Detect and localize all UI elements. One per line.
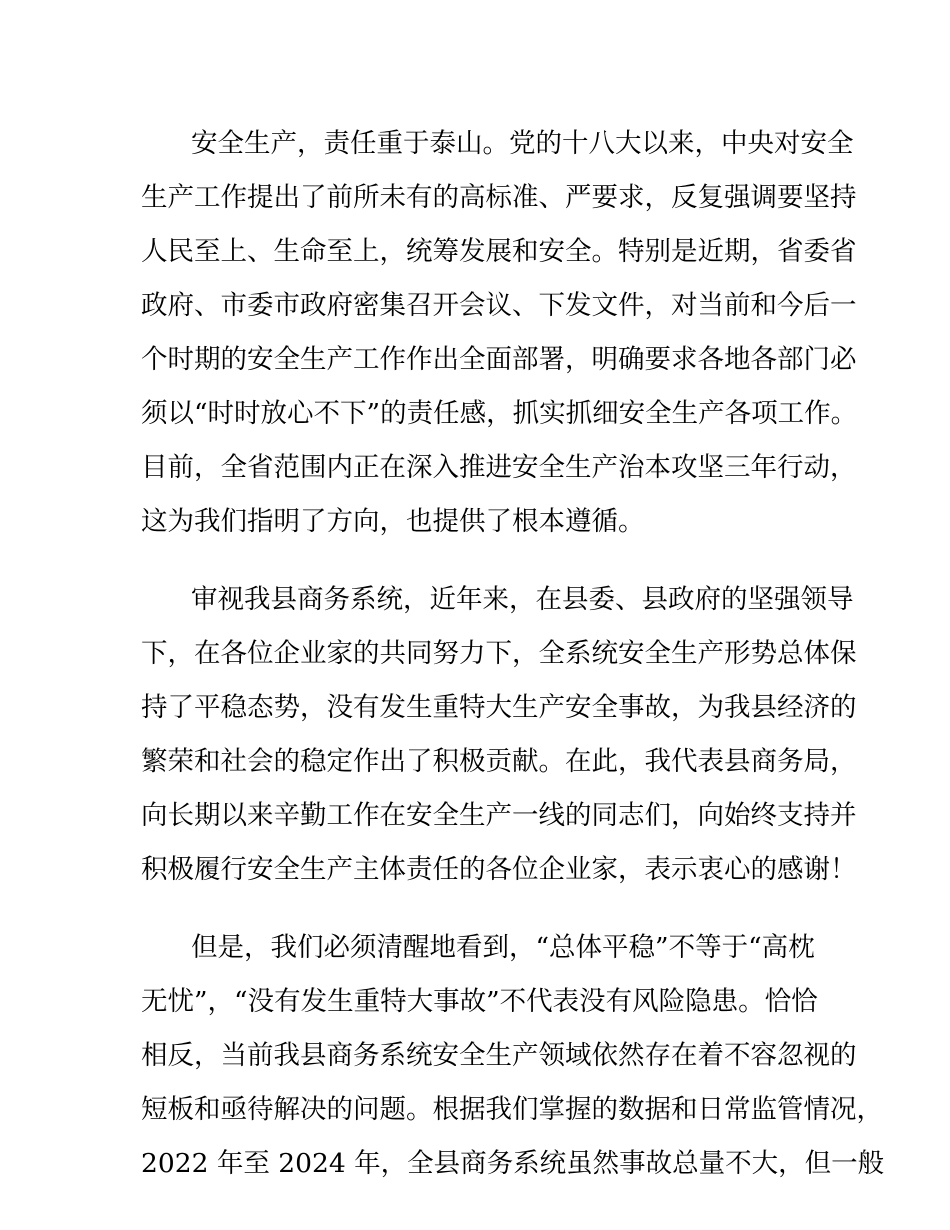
text-line: 人民至上、生命至上，统筹发展和安全。特别是近期，省委省 [141,236,857,267]
text-line: 积极履行安全生产主体责任的各位企业家，表示衷心的感谢！ [141,854,857,885]
text-line: 安全生产，责任重于泰山。党的十八大以来，中央对安全 [191,128,854,159]
text-line: 政府、市委市政府密集召开会议、下发文件，对当前和今后一 [141,290,857,321]
text-line: 繁荣和社会的稳定作出了积极贡献。在此，我代表县商务局， [141,746,857,777]
text-line: 生产工作提出了前所未有的高标准、严要求，反复强调要坚持 [141,182,857,213]
text-line: 短板和亟待解决的问题。根据我们掌握的数据和日常监管情况， [141,1094,883,1125]
text-line: 相反，当前我县商务系统安全生产领域依然存在着不容忽视的 [141,1040,857,1071]
text-line: 2022 年至 2024 年，全县商务系统虽然事故总量不大，但一般 [141,1148,885,1179]
text-line: 但是，我们必须清醒地看到，“总体平稳”不等于“高枕 [191,932,815,963]
text-line: 个时期的安全生产工作作出全面部署，明确要求各地各部门必 [141,344,857,375]
text-line: 须以“时时放心不下”的责任感，抓实抓细安全生产各项工作。 [141,398,858,429]
text-line: 向长期以来辛勤工作在安全生产一线的同志们，向始终支持并 [141,800,857,831]
text-line: 持了平稳态势，没有发生重特大生产安全事故，为我县经济的 [141,692,857,723]
text-line: 审视我县商务系统，近年来，在县委、县政府的坚强领导 [191,584,854,615]
text-line: 这为我们指明了方向，也提供了根本遵循。 [141,506,645,537]
text-line: 目前，全省范围内正在深入推进安全生产治本攻坚三年行动， [141,452,857,483]
text-line: 无忧”，“没有发生重特大事故”不代表没有风险隐患。恰恰 [141,986,818,1017]
text-line: 下，在各位企业家的共同努力下，全系统安全生产形势总体保 [141,638,857,669]
